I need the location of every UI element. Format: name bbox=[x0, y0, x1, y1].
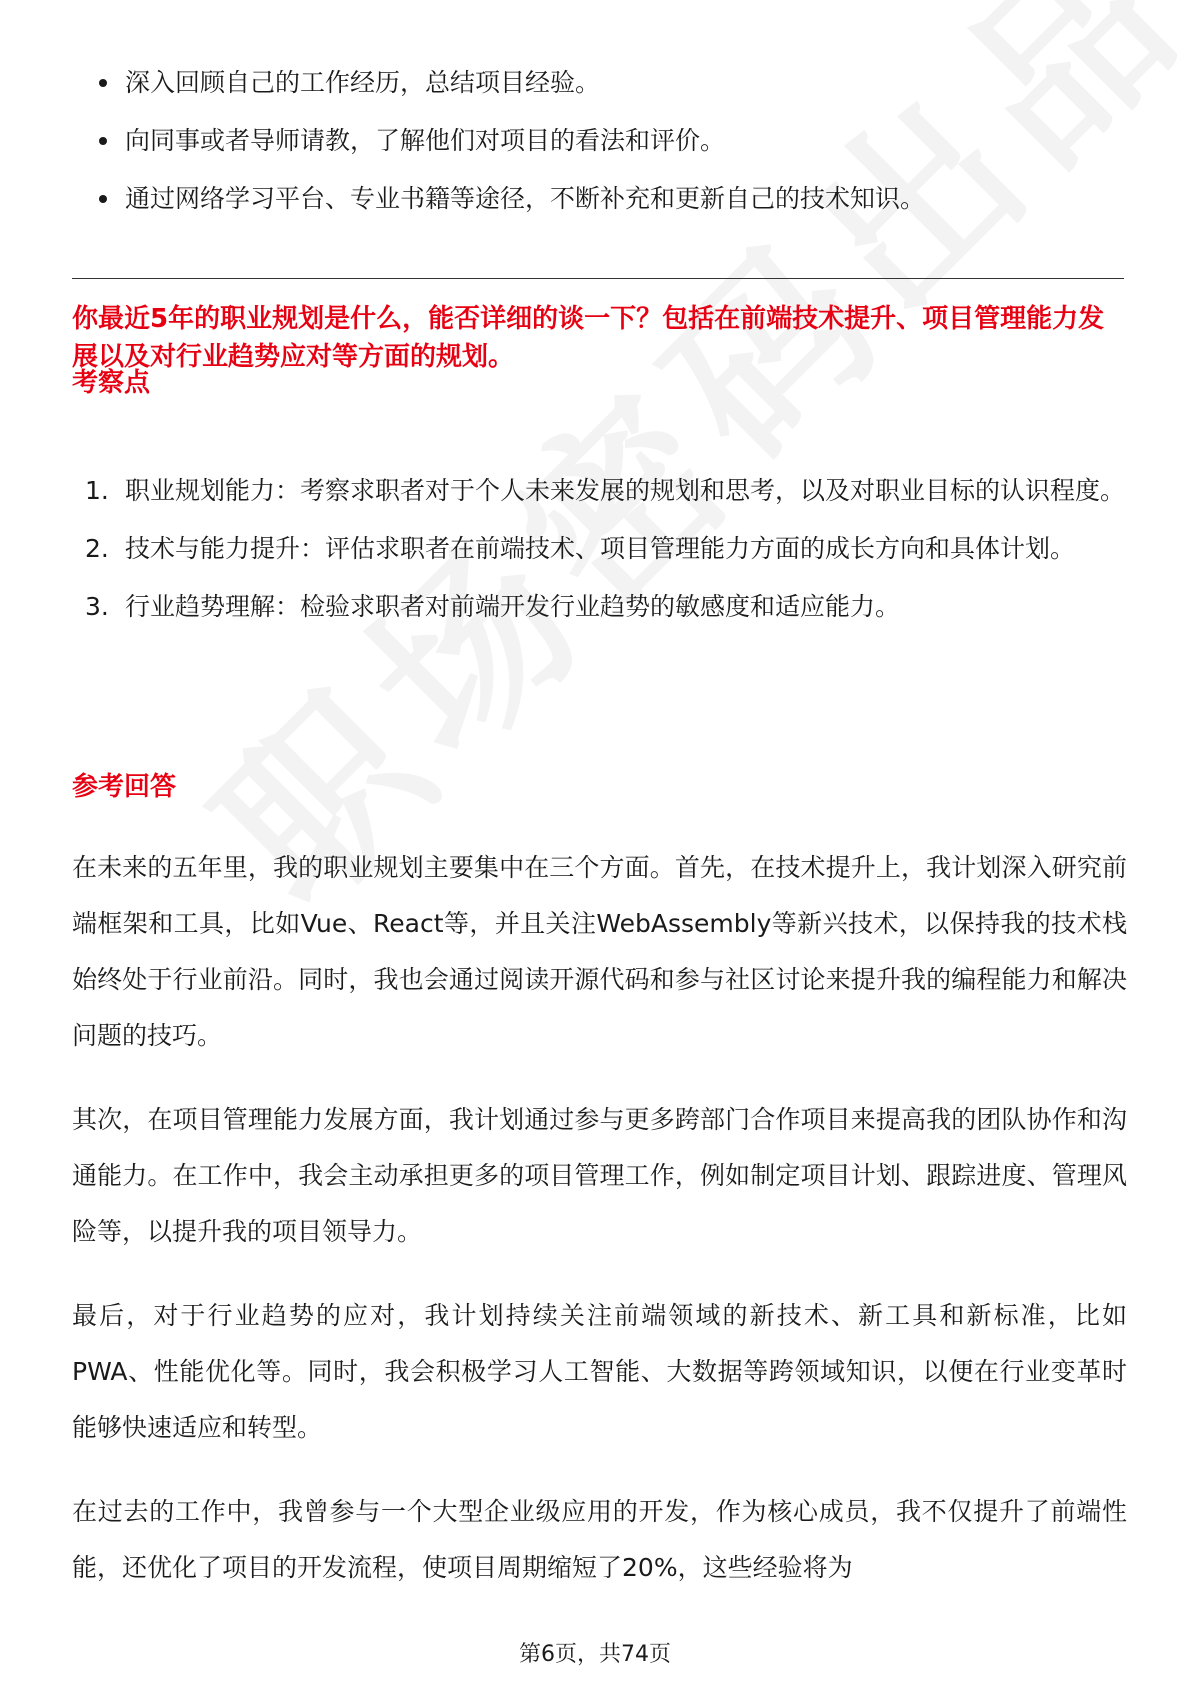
section-divider bbox=[72, 278, 1124, 279]
answer-paragraph: 在未来的五年里，我的职业规划主要集中在三个方面。首先，在技术提升上，我计划深入研究前端框架和工具，比如Vue、React等，并且关注WebAssembly等新兴技术，以保持我的技术栈始终处于行业前沿。同时，我也会通过阅读开源代码和参与社区讨论来提升我的编程能力和解决问题的技巧。 bbox=[72, 853, 1127, 1050]
list-item: 通过网络学习平台、专业书籍等途径，不断补充和更新自己的技术知识。 bbox=[0, 178, 925, 236]
list-item bbox=[0, 463, 1130, 519]
list-item: 深入回顾自己的工作经历，总结项目经验。 bbox=[0, 62, 925, 120]
list-item: 向同事或者导师请教，了解他们对项目的看法和评价。 bbox=[0, 120, 925, 178]
list-number: 3. bbox=[85, 592, 109, 621]
list-text: 职业规划能力：考察求职者对于个人未来发展的规划和思考，以及对职业目标的认识程度。 bbox=[125, 476, 1126, 505]
answer-title: 参考回答 bbox=[72, 772, 177, 802]
list-item bbox=[0, 521, 1130, 577]
list-text: 行业趋势理解：检验求职者对前端开发行业趋势的敏感度和适应能力。 bbox=[125, 592, 901, 621]
list-text: 技术与能力提升：评估求职者在前端技术、项目管理能力方面的成长方向和具体计划。 bbox=[125, 534, 1076, 563]
answer-paragraph: 在过去的工作中，我曾参与一个大型企业级应用的开发，作为核心成员，我不仅提升了前端性能，还优化了项目的开发流程，使项目周期缩短了20%，这些经验将为 bbox=[72, 1497, 1127, 1582]
list-item bbox=[0, 579, 1130, 635]
list-number: 2. bbox=[85, 534, 109, 563]
assessment-title: 考察点 bbox=[72, 368, 151, 398]
assessment-list bbox=[0, 463, 1130, 637]
page-footer: 第6页，共74页 bbox=[519, 1642, 671, 1667]
answer-paragraph: 最后，对于行业趋势的应对，我计划持续关注前端领域的新技术、新工具和新标准，比如PWA、性能优化等。同时，我会积极学习人工智能、大数据等跨领域知识，以便在行业变革时能够快速适应和转型。 bbox=[72, 1301, 1127, 1442]
answer-paragraph: 其次，在项目管理能力发展方面，我计划通过参与更多跨部门合作项目来提高我的团队协作和沟通能力。在工作中，我会主动承担更多的项目管理工作，例如制定项目计划、跟踪进度、管理风险等，以提升我的项目领导力。 bbox=[72, 1105, 1127, 1246]
question-heading: 你最近5年的职业规划是什么，能否详细的谈一下？包括在前端技术提升、项目管理能力发展以及对行业趋势应对等方面的规划。 bbox=[72, 304, 1105, 372]
list-number: 1. bbox=[85, 476, 109, 505]
answer-body bbox=[72, 840, 1127, 1624]
bullet-list bbox=[0, 62, 925, 236]
